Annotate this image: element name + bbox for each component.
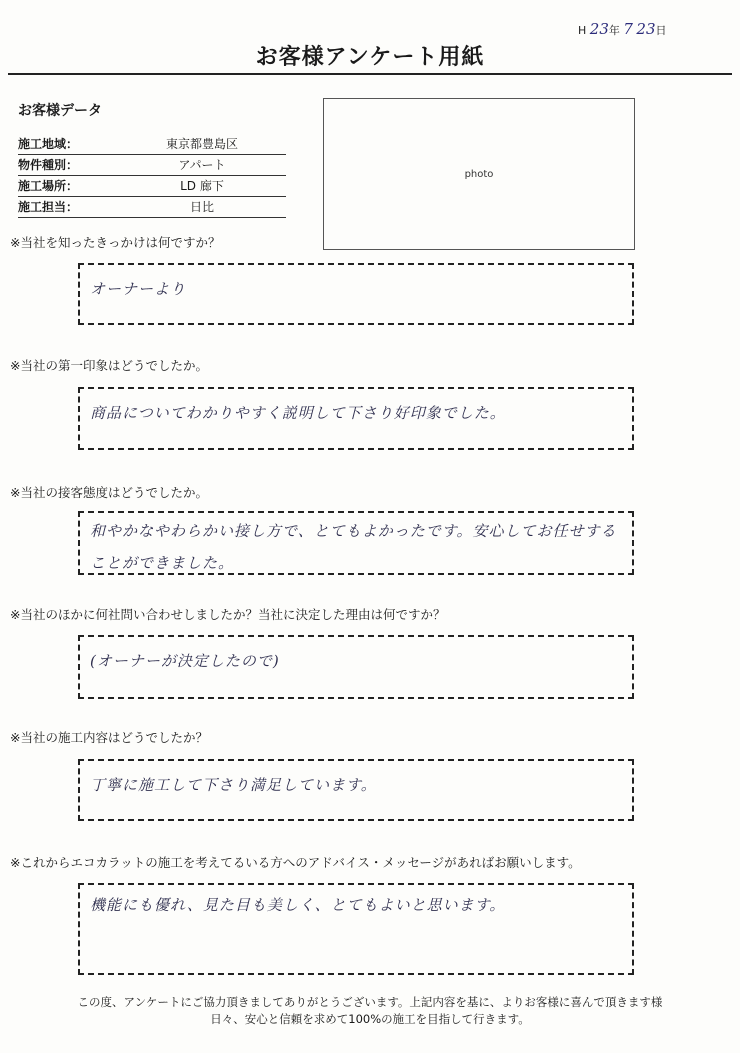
photo-placeholder <box>323 98 635 250</box>
era-prefix: H <box>578 24 587 37</box>
answer-text-4: (オーナーが決定したので) <box>90 652 280 670</box>
answer-text-1: オーナーより <box>90 280 187 298</box>
footer-message <box>30 994 710 1028</box>
photo-label: photo <box>464 168 494 180</box>
question-5: ※当社の施工内容はどうでしたか？ <box>10 730 208 745</box>
answer-box-6 <box>78 883 634 975</box>
answer-box-1 <box>78 263 634 325</box>
date-month: 7 <box>623 20 633 38</box>
answer-text-2: 商品についてわかりやすく説明して下さり好印象でした。 <box>90 404 506 422</box>
data-label: 施工地域： <box>18 137 79 151</box>
year-unit: 年 <box>608 24 620 37</box>
date-day: 23 <box>636 20 656 38</box>
data-value: LD 廊下 <box>180 179 224 193</box>
title-underline <box>8 73 732 75</box>
data-label: 施工場所： <box>18 179 79 193</box>
data-label: 物件種別： <box>18 158 79 172</box>
answer-box-4 <box>78 635 634 699</box>
data-row-location <box>18 176 286 197</box>
answer-box-2 <box>78 387 634 450</box>
footer-line-1: この度、アンケートにご協力頂きましてありがとうございます。上記内容を基に、よりお客様に喜んで頂きます様 <box>77 995 663 1009</box>
data-row-staff <box>18 197 286 218</box>
date-year: 23 <box>589 20 609 38</box>
page-title: お客様アンケート用紙 <box>255 45 485 70</box>
question-2: ※当社の第一印象はどうでしたか。 <box>10 358 208 373</box>
question-3: ※当社の接客態度はどうでしたか。 <box>10 485 208 500</box>
data-label: 施工担当： <box>18 200 79 214</box>
answer-box-5 <box>78 759 634 821</box>
data-value: 日比 <box>189 200 214 214</box>
customer-data-heading: お客様データ <box>18 103 102 119</box>
answer-text-3: 和やかなやわらかい接し方で、とてもよかったです。安心してお任せすることができました。 <box>90 522 617 572</box>
customer-data-table <box>18 134 286 218</box>
data-value: 東京都豊島区 <box>165 137 238 151</box>
answer-box-3 <box>78 511 634 575</box>
survey-date <box>578 20 667 38</box>
question-1: ※当社を知ったきっかけは何ですか？ <box>10 235 221 250</box>
answer-text-5: 丁寧に施工して下さり満足しています。 <box>90 776 377 794</box>
data-row-area <box>18 134 286 155</box>
question-4: ※当社のほかに何社問い合わせしましたか？当社に決定した理由は何ですか？ <box>10 607 446 622</box>
answer-text-6: 機能にも優れ、見た目も美しく、とてもよいと思います。 <box>90 896 506 914</box>
question-6: ※これからエコカラットの施工を考えてるいる方へのアドバイス・メッセージがあればお願いします。 <box>10 855 581 870</box>
data-row-property <box>18 155 286 176</box>
data-value: アパート <box>178 158 226 172</box>
day-unit: 日 <box>655 24 667 37</box>
footer-line-2: 日々、安心と信頼を求めて100%の施工を目指して行きます。 <box>210 1012 530 1026</box>
